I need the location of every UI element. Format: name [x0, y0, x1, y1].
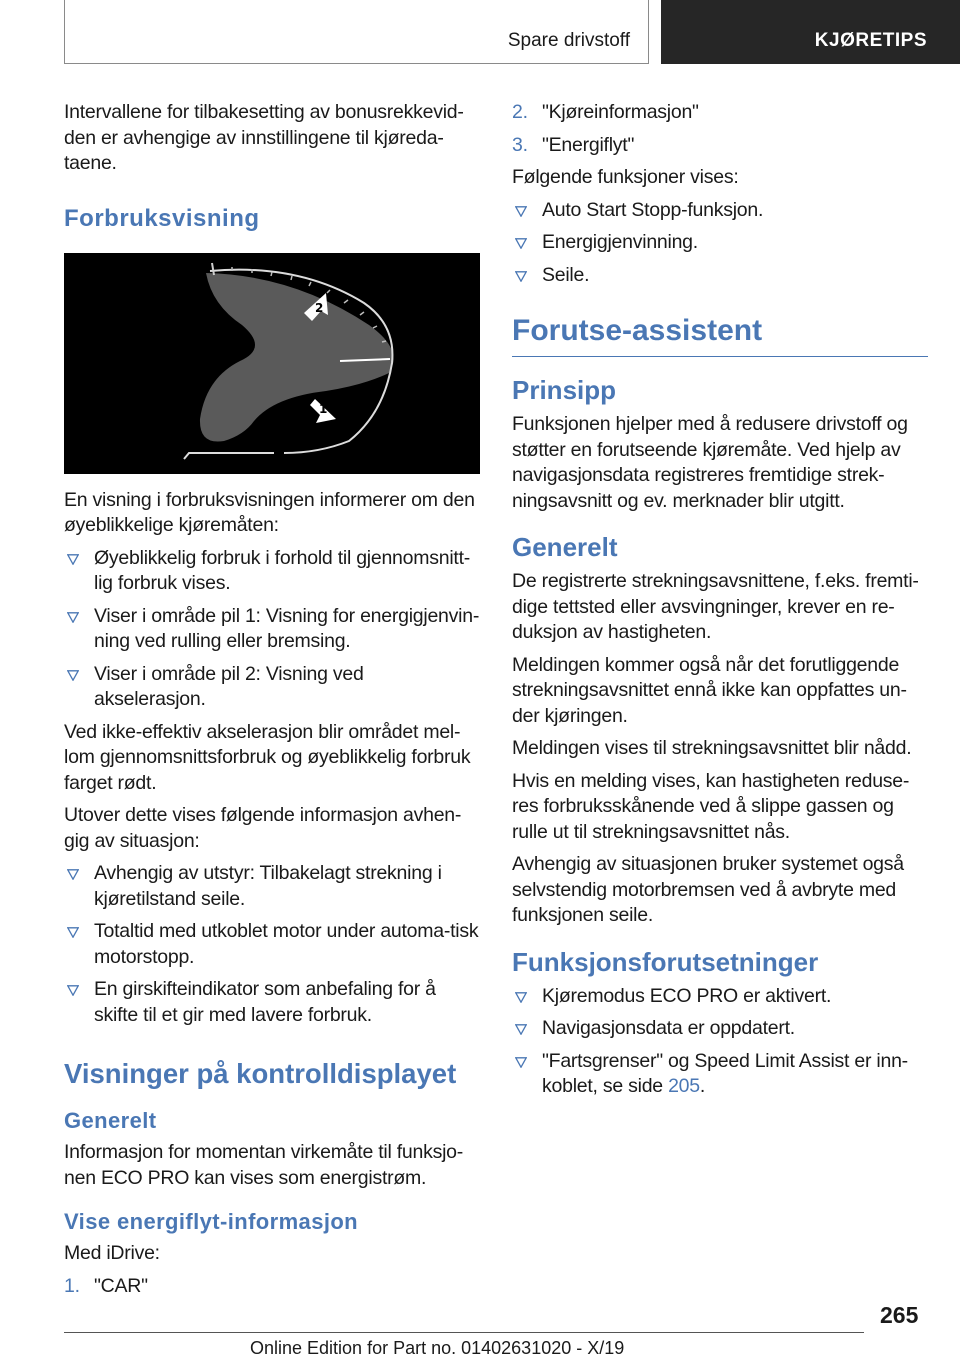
triangle-bullet-icon [67, 554, 79, 565]
triangle-bullet-icon [515, 206, 527, 217]
step-number: 3. [512, 133, 528, 156]
bullet-list-prerequisites [512, 984, 928, 1100]
paragraph-generelt-3: Meldingen vises til strekningsavsnittet blir nådd. [512, 737, 912, 759]
paragraph-additional-info: Utover dette vises følgende informasjon avhen-gig av situasjon: [64, 804, 462, 852]
step-number: 2. [512, 101, 528, 123]
list-item-text: "Fartsgrenser" og Speed Limit Assist er inn-koblet, se side [542, 1049, 908, 1097]
heading-prinsipp: Prinsipp [512, 375, 617, 405]
heading-generelt-left: Generelt [64, 1108, 157, 1133]
left-column [64, 100, 480, 1306]
bullet-list-additional [64, 861, 480, 1028]
heading-generelt-right: Generelt [512, 532, 618, 562]
paragraph-generelt-5: Avhengig av situasjonen bruker systemet også selvstendig motorbremsen ved å avbryte med funksjonen seile. [512, 853, 904, 926]
list-item [64, 977, 480, 1028]
paragraph-generelt-2: Meldingen kommer også når det forutliggende strekningsavsnittet ennå ikke kan oppfattes un-der kjøringen. [512, 653, 907, 727]
triangle-bullet-icon [67, 869, 79, 880]
list-item-end: . [699, 1075, 706, 1097]
figure-caption: En visning i forbruksvisningen informerer om den øyeblikkelige kjøremåten: [64, 488, 475, 536]
list-item [64, 861, 480, 912]
triangle-bullet-icon [67, 985, 79, 996]
list-item-text: Viser i område pil 2: Visning ved akselerasjon. [94, 662, 364, 710]
triangle-bullet-icon [515, 992, 527, 1003]
list-item-text: Øyeblikkelig forbruk i forhold til gjennomsnitt-lig forbruk vises. [94, 546, 471, 594]
idrive-steps-right [512, 100, 928, 158]
paragraph-prinsipp: Funksjonen hjelper med å redusere drivstoff og støtter en forutseende kjøremåte. Ved hjelp av navigasjonsdata registreres fremtidige strek-ningsavsnitt og ev. merknader blir utgitt. [512, 413, 908, 512]
heading-forbruksvisning: Forbruksvisning [64, 204, 260, 232]
list-item [64, 546, 480, 597]
step-number: 1. [64, 1274, 80, 1297]
arrow-2-label: 2 [315, 300, 324, 315]
list-item-text: Totaltid med utkoblet motor under automa-tisk motorstopp. [94, 920, 479, 968]
triangle-bullet-icon [67, 670, 79, 681]
list-item-text: Energigjenvinning. [542, 231, 698, 253]
paragraph-generelt-1: De registrerte strekningsavsnittene, f.eks. fremti-dige tettsted eller avsvingninger, krever en re-duksjon av hastigheten. [512, 570, 919, 643]
list-item [512, 198, 928, 224]
page-link-205[interactable]: 205 [668, 1075, 700, 1097]
list-item [512, 230, 928, 256]
paragraph-functions-shown: Følgende funksjoner vises: [512, 166, 739, 188]
list-item-text: Auto Start Stopp-funksjon. [542, 198, 764, 221]
list-item-text: Kjøremodus ECO PRO er aktivert. [542, 984, 832, 1007]
step-item [64, 1274, 480, 1300]
list-item [512, 263, 928, 289]
step-text: "Kjøreinformasjon" [542, 101, 699, 123]
list-item [64, 662, 480, 713]
paragraph-generelt-4: Hvis en melding vises, kan hastigheten reduse-res forbruksskånende ved å slippe gassen og rulle ut til strekningsavsnittet nås. [512, 769, 910, 843]
triangle-bullet-icon [515, 238, 527, 249]
idrive-steps-left [64, 1274, 480, 1300]
list-item-text: Seile. [542, 263, 590, 286]
triangle-bullet-icon [515, 1057, 527, 1068]
heading-forutse-assistent: Forutse-assistent [512, 314, 928, 357]
triangle-bullet-icon [67, 927, 79, 938]
footer-edition: Online Edition for Part no. 01402631020 - X/19 [250, 1338, 625, 1358]
step-text: "CAR" [94, 1274, 148, 1297]
list-item [512, 1049, 928, 1100]
right-column [512, 100, 928, 1107]
list-item-text: Navigasjonsdata er oppdatert. [542, 1017, 795, 1039]
list-item [64, 919, 480, 970]
triangle-bullet-icon [515, 271, 527, 282]
bullet-list-functions [512, 198, 928, 289]
section-title: Spare drivstoff [507, 30, 630, 51]
step-text: "Energiflyt" [542, 133, 635, 156]
triangle-bullet-icon [515, 1024, 527, 1035]
list-item-text: Avhengig av utstyr: Tilbakelagt strekning i kjøretilstand seile. [94, 862, 442, 910]
heading-funksjonsforutsetninger: Funksjonsforutsetninger [512, 946, 819, 977]
list-item [512, 984, 928, 1010]
intro-paragraph: Intervallene for tilbakesetting av bonusrekkevid-den er avhengige av innstillingene til kjøreda-taene. [64, 101, 464, 174]
list-item-text: En girskifteindikator som anbefaling for å skifte til et gir med lavere forbruk. [94, 978, 436, 1026]
list-item-text: Viser i område pil 1: Visning for energigjenvin-ning ved rulling eller bremsing. [94, 604, 480, 652]
step-item [512, 100, 928, 126]
list-item [64, 604, 480, 655]
paragraph-idrive: Med iDrive: [64, 1242, 160, 1264]
heading-energy-flow: Vise energiflyt-informasjon [64, 1209, 359, 1234]
chapter-tab[interactable]: KJØRETIPS [661, 0, 960, 64]
triangle-bullet-icon [67, 612, 79, 623]
paragraph-ineffective-acceleration: Ved ikke-effektiv akselerasjon blir området mel-lom gjennomsnittsforbruk og øyeblikkelig forbruk farget rødt. [64, 720, 471, 794]
bullet-list-consumption [64, 546, 480, 713]
arrow-1-label: 1 [319, 401, 328, 416]
consumption-display-figure [64, 253, 480, 474]
step-item [512, 133, 928, 159]
page-number: 265 [880, 1302, 919, 1328]
list-item [512, 1016, 928, 1042]
footer-divider [64, 1332, 864, 1333]
heading-control-display: Visninger på kontrolldisplayet [64, 1058, 457, 1089]
paragraph-generelt-left: Informasjon for momentan virkemåte til funksjo-nen ECO PRO kan vises som energistrøm. [64, 1141, 463, 1189]
